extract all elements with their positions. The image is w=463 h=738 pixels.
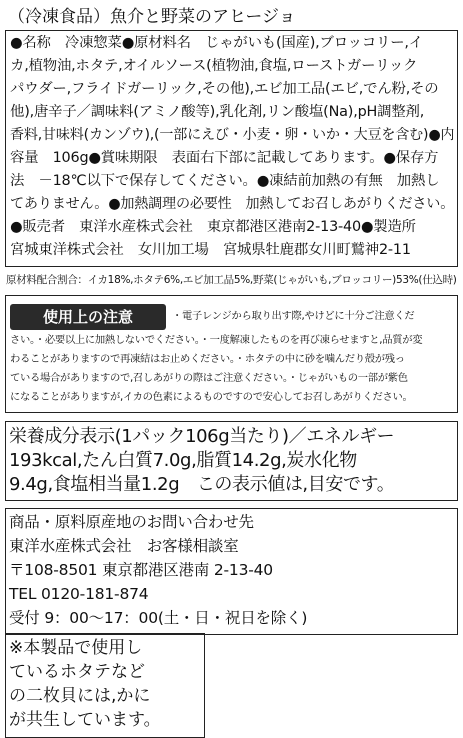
caution-line: ・電子レンジから取り出す際,やけどに十分ご注意くだ [172,310,415,322]
shellfish-line: が共生しています。 [9,710,161,730]
label-line: 宮城東洋株式会社 女川加工場 宮城県牡鹿郡女川町鷲神2-11 [10,242,411,258]
label-line: 容量 106g●賞味期限 表面右下部に記載してあります。●保存方 [10,150,439,166]
contact-line: 受付 9：00～17：00(土・日・祝日を除く) [9,609,308,627]
contact-line: 商品・原料原産地のお問い合わせ先 [9,513,254,531]
contact-line: 東洋水産株式会社 お客様相談室 [9,537,239,555]
label-line: 他),唐辛子／調味料(アミノ酸等),乳化剤,リン酸塩(Na),pH調整剤, [10,104,425,120]
label-line: カ,植物油,ホタテ,オイルソース(植物油,食塩,ローストガーリック [10,58,418,74]
caution-box [5,295,458,413]
caution-line: になることがありますが,イカの色素によるものですので安心してお召しあがりください。 [10,391,413,403]
caution-line: ている場合がありますので,召しあがりの際はご注意ください。・じゃがいもの一部が紫色 [10,372,408,384]
shellfish-line: の二枚貝には,かに [9,686,151,706]
label-line: 香料,甘味料(カンゾウ),(一部にえび・小麦・卵・いか・大豆を含む)●内 [10,127,455,143]
product-title: （冷凍食品）魚介と野菜のアヒージョ [8,7,296,27]
nutrition-line: 9.4g,食塩相当量1.2g この表示値は,目安です。 [9,474,395,495]
caution-line: わることがありますので再凍結はお止めください。・ホタテの中に砂を噛んだり殻が残っ [10,353,405,365]
nutrition-line: 栄養成分表示(1パック106g当たり)／エネルギー [9,426,395,447]
product-label-box [5,30,458,267]
shellfish-line: ているホタテなど [9,662,145,682]
nutrition-facts-box [5,421,458,501]
label-line: てありません。●加熱調理の必要性 加熱してお召しあがりください。 [10,196,455,212]
contact-line: TEL 0120-181-874 [9,585,149,603]
contact-line: 〒108-8501 東京都港区港南 2-13-40 [9,561,273,579]
contact-box [5,508,458,635]
label-line: 法 －18℃以下で保存してください。●凍結前加熱の有無 加熱し [10,173,440,189]
label-line: パウダー,フライドガーリック,その他),エビ加工品(エビ,でん粉,その [10,81,439,97]
caution-line: さい。・必要以上に加熱しないでください。・一度解凍したものを再び凍らせますと,品質が変 [10,334,423,346]
label-line: ●販売者 東洋水産株式会社 東京都港区港南2-13-40●製造所 [10,219,416,235]
shellfish-note-box [5,633,205,738]
caution-heading: 使用上の注意 [10,304,166,330]
shellfish-line: ※本製品で使用し [9,638,143,658]
ingredient-ratio-note: 原材料配合割合：イカ18%,ホタテ6%,エビ加工品5%,野菜(じゃがいも,ブロッコリー)53%(仕込時) [6,274,457,286]
label-line: ●名称 冷凍惣菜●原材料名 じゃがいも(国産),ブロッコリー,イ [10,35,423,51]
nutrition-line: 193kcal,たん白質7.0g,脂質14.2g,炭水化物 [9,450,357,471]
